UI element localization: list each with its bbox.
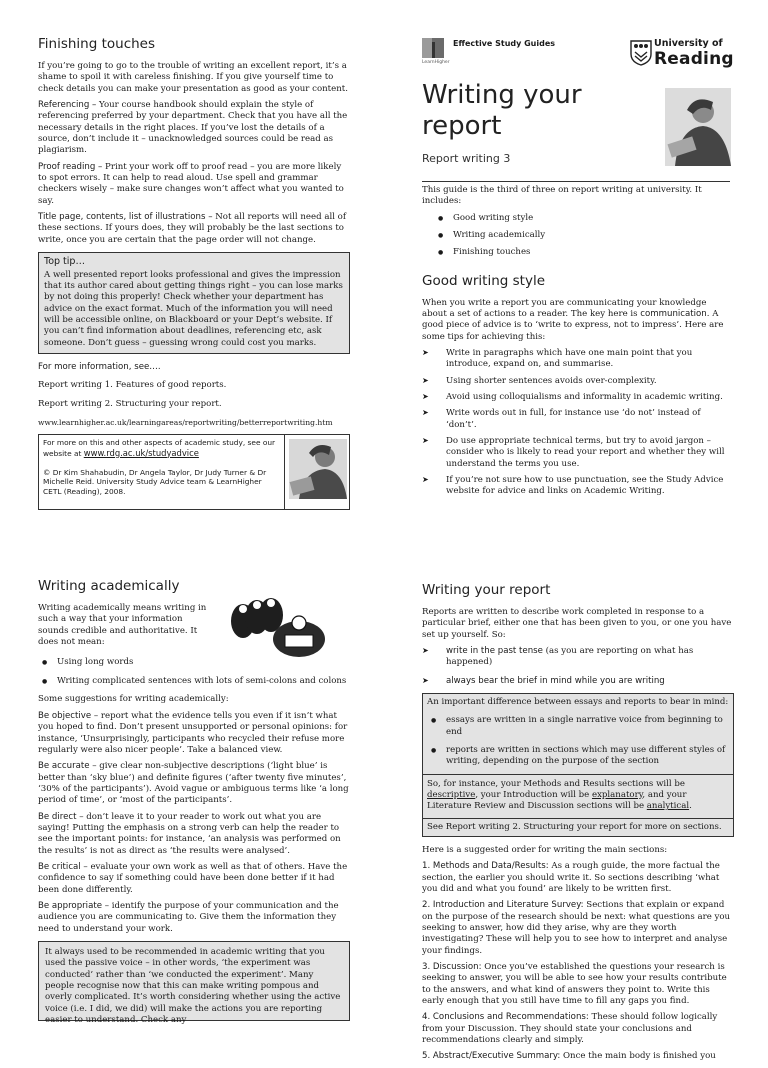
list-item: ● essays are written in a single narrative voice from beginning to end [427, 715, 729, 738]
university-of-label: University of [654, 38, 723, 49]
cover-title-block [422, 80, 734, 180]
guide-contents-section [422, 185, 730, 504]
report-intro: Reports are written to describe work completed in response to a particular brief, either one that has been given to you, or one you have set up yourself. So: [422, 606, 732, 640]
reference-report-writing-2: Report writing 2. Structuring your report. [38, 398, 222, 409]
box-para-e: , and your Literature Review and Discussion sections will be [427, 789, 687, 812]
footer-website-link[interactable]: www.rdg.ac.uk/studyadvice [83, 447, 199, 458]
accurate-lead: Be accurate [38, 761, 90, 772]
footer-text [39, 435, 285, 509]
academic-intro-block [38, 603, 350, 651]
referencing-lead: Referencing – [38, 99, 97, 110]
critical-lead: Be critical [38, 861, 81, 872]
writing-tips-list [422, 348, 730, 498]
objective-paragraph [38, 711, 350, 756]
order-item [422, 900, 734, 957]
active-voice-box [38, 941, 350, 1026]
document-subtitle: Report writing 3 [422, 152, 511, 165]
good-style-intro-a: When you write a report you are communicating your knowledge about a set of actions to a reader. The key here is [422, 297, 707, 319]
top-tip-text: A well presented report looks professional and gives the impression that its author cared about getting things right – you can lose marks by not doing this properly! Check whether your department has advice on the exact format. Much of the information you will need will be accessible online, on Blackboard or your Dept’s website. If you can’t find information about deadlines, referencing etc, ask someone. Don’t guess – guessing wrong could cost you marks. [44, 269, 343, 348]
order-intro: Here is a suggested order for writing the main sections: [422, 844, 668, 855]
list-item: ➤ Write words out in full, for instance use ‘do not’ instead of ‘don’t’. [422, 408, 730, 431]
list-item: ● Writing academically [434, 230, 730, 241]
good-style-intro-emphasis: communication [640, 308, 707, 319]
good-style-intro-c: . A good piece of advice is to ‘write to express, not to impress’. Here are some tips for achieving this: [422, 308, 724, 342]
order-lead: 5. Abstract/Executive Summary: [422, 1051, 561, 1062]
list-item: ➤ Avoid using colloquialisms and informality in academic writing. [422, 392, 730, 403]
objective-text: – report what the evidence tells you even if it isn’t what you hoped to find. Don’t present unsupported or personal opinions: for instance, ‘Unsurprisingly, participants who recycled their refuse more regularly were also nicer people’. Take a balanced view. [38, 710, 348, 755]
learnhigher-icon [422, 38, 444, 58]
order-lead: 2. Introduction and Literature Survey: [422, 900, 584, 911]
point-main: always bear the brief in mind while you are writing [446, 675, 665, 686]
university-logo [630, 38, 734, 70]
order-text: These should follow logically from your Discussion. They should state your conclusions and recommendations clearly and simply. [422, 1012, 718, 1046]
appropriate-paragraph [38, 901, 350, 935]
direct-text: – don’t leave it to your reader to work out what you are saying! Putting the emphasis on a strong verb can help the reader to see the important points: for instance, ‘an analysis was performed on the results’ is not as direct as ‘the results were analysed’. [38, 811, 341, 856]
essays-vs-reports-box [422, 693, 734, 837]
order-item [422, 1012, 734, 1046]
term-analytical: analytical [646, 801, 690, 812]
title-page-paragraph [38, 212, 350, 246]
order-text: Once you’ve established the questions your research is seeking to answer, you will be able to see how your results contribute to the answers, and what kind of answers they point to. Write this early enough that you still have time to fill any gaps you find. [422, 962, 727, 1007]
section-title-writing-academically: Writing academically [38, 578, 180, 594]
box-divider [423, 818, 733, 819]
box-bullets [427, 715, 729, 767]
business-people-illustration [221, 595, 329, 661]
footer-more-text: For more on this and other aspects of academic study, see our website at [43, 437, 276, 458]
list-item: ● Good writing style [434, 213, 730, 224]
order-text: As a rough guide, the more factual the section, the earlier you should write it. So sections describing ‘what you did and what you found’ are likely to be written first. [422, 861, 720, 894]
objective-lead: Be objective [38, 710, 92, 721]
box-heading: An important difference between essays and reports to bear in mind: [427, 696, 729, 707]
appropriate-text: – identify the purpose of your communication and the audience you are communicating to. Give them the information they need to understand your work. [38, 901, 339, 934]
critical-text: – evaluate your own work as well as that of others. Have the confidence to say if something could have been done better if it had been done differently. [38, 861, 348, 895]
top-tip-title: Top tip… [44, 255, 85, 267]
order-item [422, 861, 734, 895]
proof-reading-text: Print your work off to proof read – you are more likely to spot errors. It can help to read aloud. Use spell and grammar checkers wisely – make sure changes won’t affect what you wanted to say. [38, 161, 344, 206]
proof-reading-paragraph [38, 162, 350, 207]
appropriate-lead: Be appropriate [38, 901, 102, 911]
student-photo-small [285, 435, 349, 509]
referencing-text: Your course handbook should explain the style of referencing preferred by your department. Check that you have all the necessary details in the right places. If you’ve lost the details of a source, don’t include it – unacknowledged sources could be read as plagiarism. [38, 99, 348, 156]
academic-not-mean-list [38, 657, 350, 688]
list-item: ● Using long words [38, 657, 350, 668]
writing-academically-section [38, 578, 350, 1026]
report-points-list [422, 646, 734, 687]
list-item: ➤ Do use appropriate technical terms, but try to avoid jargon – consider who is likely to read your report and whether they will understand the terms you use. [422, 436, 730, 470]
active-voice-text: It always used to be recommended in academic writing that you used the passive voice – in other words, ‘the experiment was conducted’ rather than ‘we conducted the experiment’. Many people recognise now that this can make writing pompous and overly complicated. It’s worth considering whether using the active voice (i.e. I did, we did) will make the actions you are reporting easier to understand. Check any [45, 947, 341, 1026]
list-item: ● Finishing touches [434, 247, 730, 258]
box-divider [423, 774, 733, 775]
document-title: Writing your report [422, 80, 582, 141]
order-lead: 3. Discussion: [422, 962, 482, 973]
proof-reading-lead: Proof reading – [38, 161, 103, 172]
reading-label: Reading [654, 49, 734, 69]
term-descriptive: descriptive [427, 789, 476, 800]
box-para-c: , your Introduction will be [475, 789, 592, 800]
reference-report-writing-1: Report writing 1. Features of good reports. [38, 380, 227, 391]
title-page-lead: Title page, contents, list of illustrations – [38, 211, 213, 222]
box-para-a: So, for instance, your Methods and Results sections will be [427, 778, 685, 789]
order-text: Sections that explain or expand on the purpose of the research should be next: what questions are you seeking to answer, how did they arise, why are they worth investigating? These will help you to see how to interpret and analyse your findings. [422, 900, 731, 956]
academic-suggestions: Some suggestions for writing academically: [38, 693, 229, 704]
direct-lead: Be direct [38, 811, 77, 822]
footer-website-line [43, 438, 280, 459]
student-photo-large [665, 88, 731, 166]
learnhigher-label: LearnHigher [422, 60, 450, 65]
list-item: ● Writing complicated sentences with lots of semi-colons and colons [38, 676, 350, 687]
point-main: write in the past tense [446, 645, 543, 656]
finishing-intro: If you’re going to go to the trouble of writing an excellent report, it’s a shame to spoil it with careless finishing. If you give yourself time to check details you can make your presentation as good as your content. [38, 60, 348, 94]
list-item [422, 676, 734, 687]
accurate-text: – give clear non-subjective descriptions (‘light blue’ is better than ‘sky blue’) and definite figures (‘after twenty five minutes’, ‘30% of the participants’). Avoid vague or ambiguous terms like ‘a long period of time’, or ‘most of the participants’. [38, 761, 349, 806]
guide-includes-list [434, 213, 730, 259]
box-see-also: See Report writing 2. Structuring your report for more on sections. [427, 821, 722, 832]
list-item: ● reports are written in sections which may use different styles of writing, depending on the purpose of the section [427, 745, 729, 768]
order-lead: 1. Methods and Data/Results: [422, 861, 549, 872]
point-note: (as you are reporting on what has happened) [446, 645, 694, 668]
writing-your-report-section [422, 582, 734, 1068]
learnhigher-url[interactable]: www.learnhigher.ac.uk/learningareas/reportwriting/betterreportwriting.htm [38, 417, 333, 427]
list-item [422, 646, 734, 669]
good-style-intro [422, 298, 730, 343]
top-tip-box [38, 252, 350, 354]
guide-intro: This guide is the third of three on report writing at university. It includes: [422, 185, 702, 207]
list-item: ➤ Write in paragraphs which have one main point that you introduce, expand on, and summarise. [422, 348, 730, 371]
finishing-touches-section [38, 36, 350, 510]
critical-paragraph [38, 862, 350, 896]
more-info-heading: For more information, see…. [38, 361, 161, 372]
direct-paragraph [38, 812, 350, 857]
term-explanatory: explanatory [592, 789, 643, 800]
box-sections-paragraph [427, 779, 729, 813]
section-title-finishing-touches: Finishing touches [38, 36, 156, 52]
accurate-paragraph [38, 761, 350, 806]
academic-intro: Writing academically means writing in such a way that your information sounds credible and authoritative. It does not mean: [38, 602, 207, 647]
guide-footer-box [38, 434, 350, 510]
order-item [422, 962, 734, 1007]
order-item [422, 1051, 734, 1062]
effective-study-label: Effective Study Guides [453, 39, 556, 48]
order-lead: 4. Conclusions and Recommendations: [422, 1012, 589, 1023]
list-item: ➤ Using shorter sentences avoids over-complexity. [422, 376, 730, 387]
list-item: ➤ If you’re not sure how to use punctuation, see the Study Advice website for advice and links on Academic Writing. [422, 475, 730, 498]
title-page-text: Not all reports will need all of these sections. If yours does, they will probably be the last sections to write, once you are certain that the page order will not change. [38, 211, 347, 245]
section-title-good-writing-style: Good writing style [422, 272, 546, 289]
footer-credits: © Dr Kim Shahabudin, Dr Angela Taylor, Dr Judy Turner & Dr Michelle Reid. University Study Advice team & LearnHigher CETL (Reading), 2008. [43, 467, 267, 496]
order-text: Once the main body is finished you [560, 1051, 716, 1062]
referencing-paragraph [38, 100, 350, 157]
cover-header [422, 36, 734, 72]
section-title-writing-your-report: Writing your report [422, 582, 551, 598]
box-para-g: . [689, 801, 692, 812]
university-crest-icon [630, 40, 652, 66]
title-divider [422, 181, 730, 182]
